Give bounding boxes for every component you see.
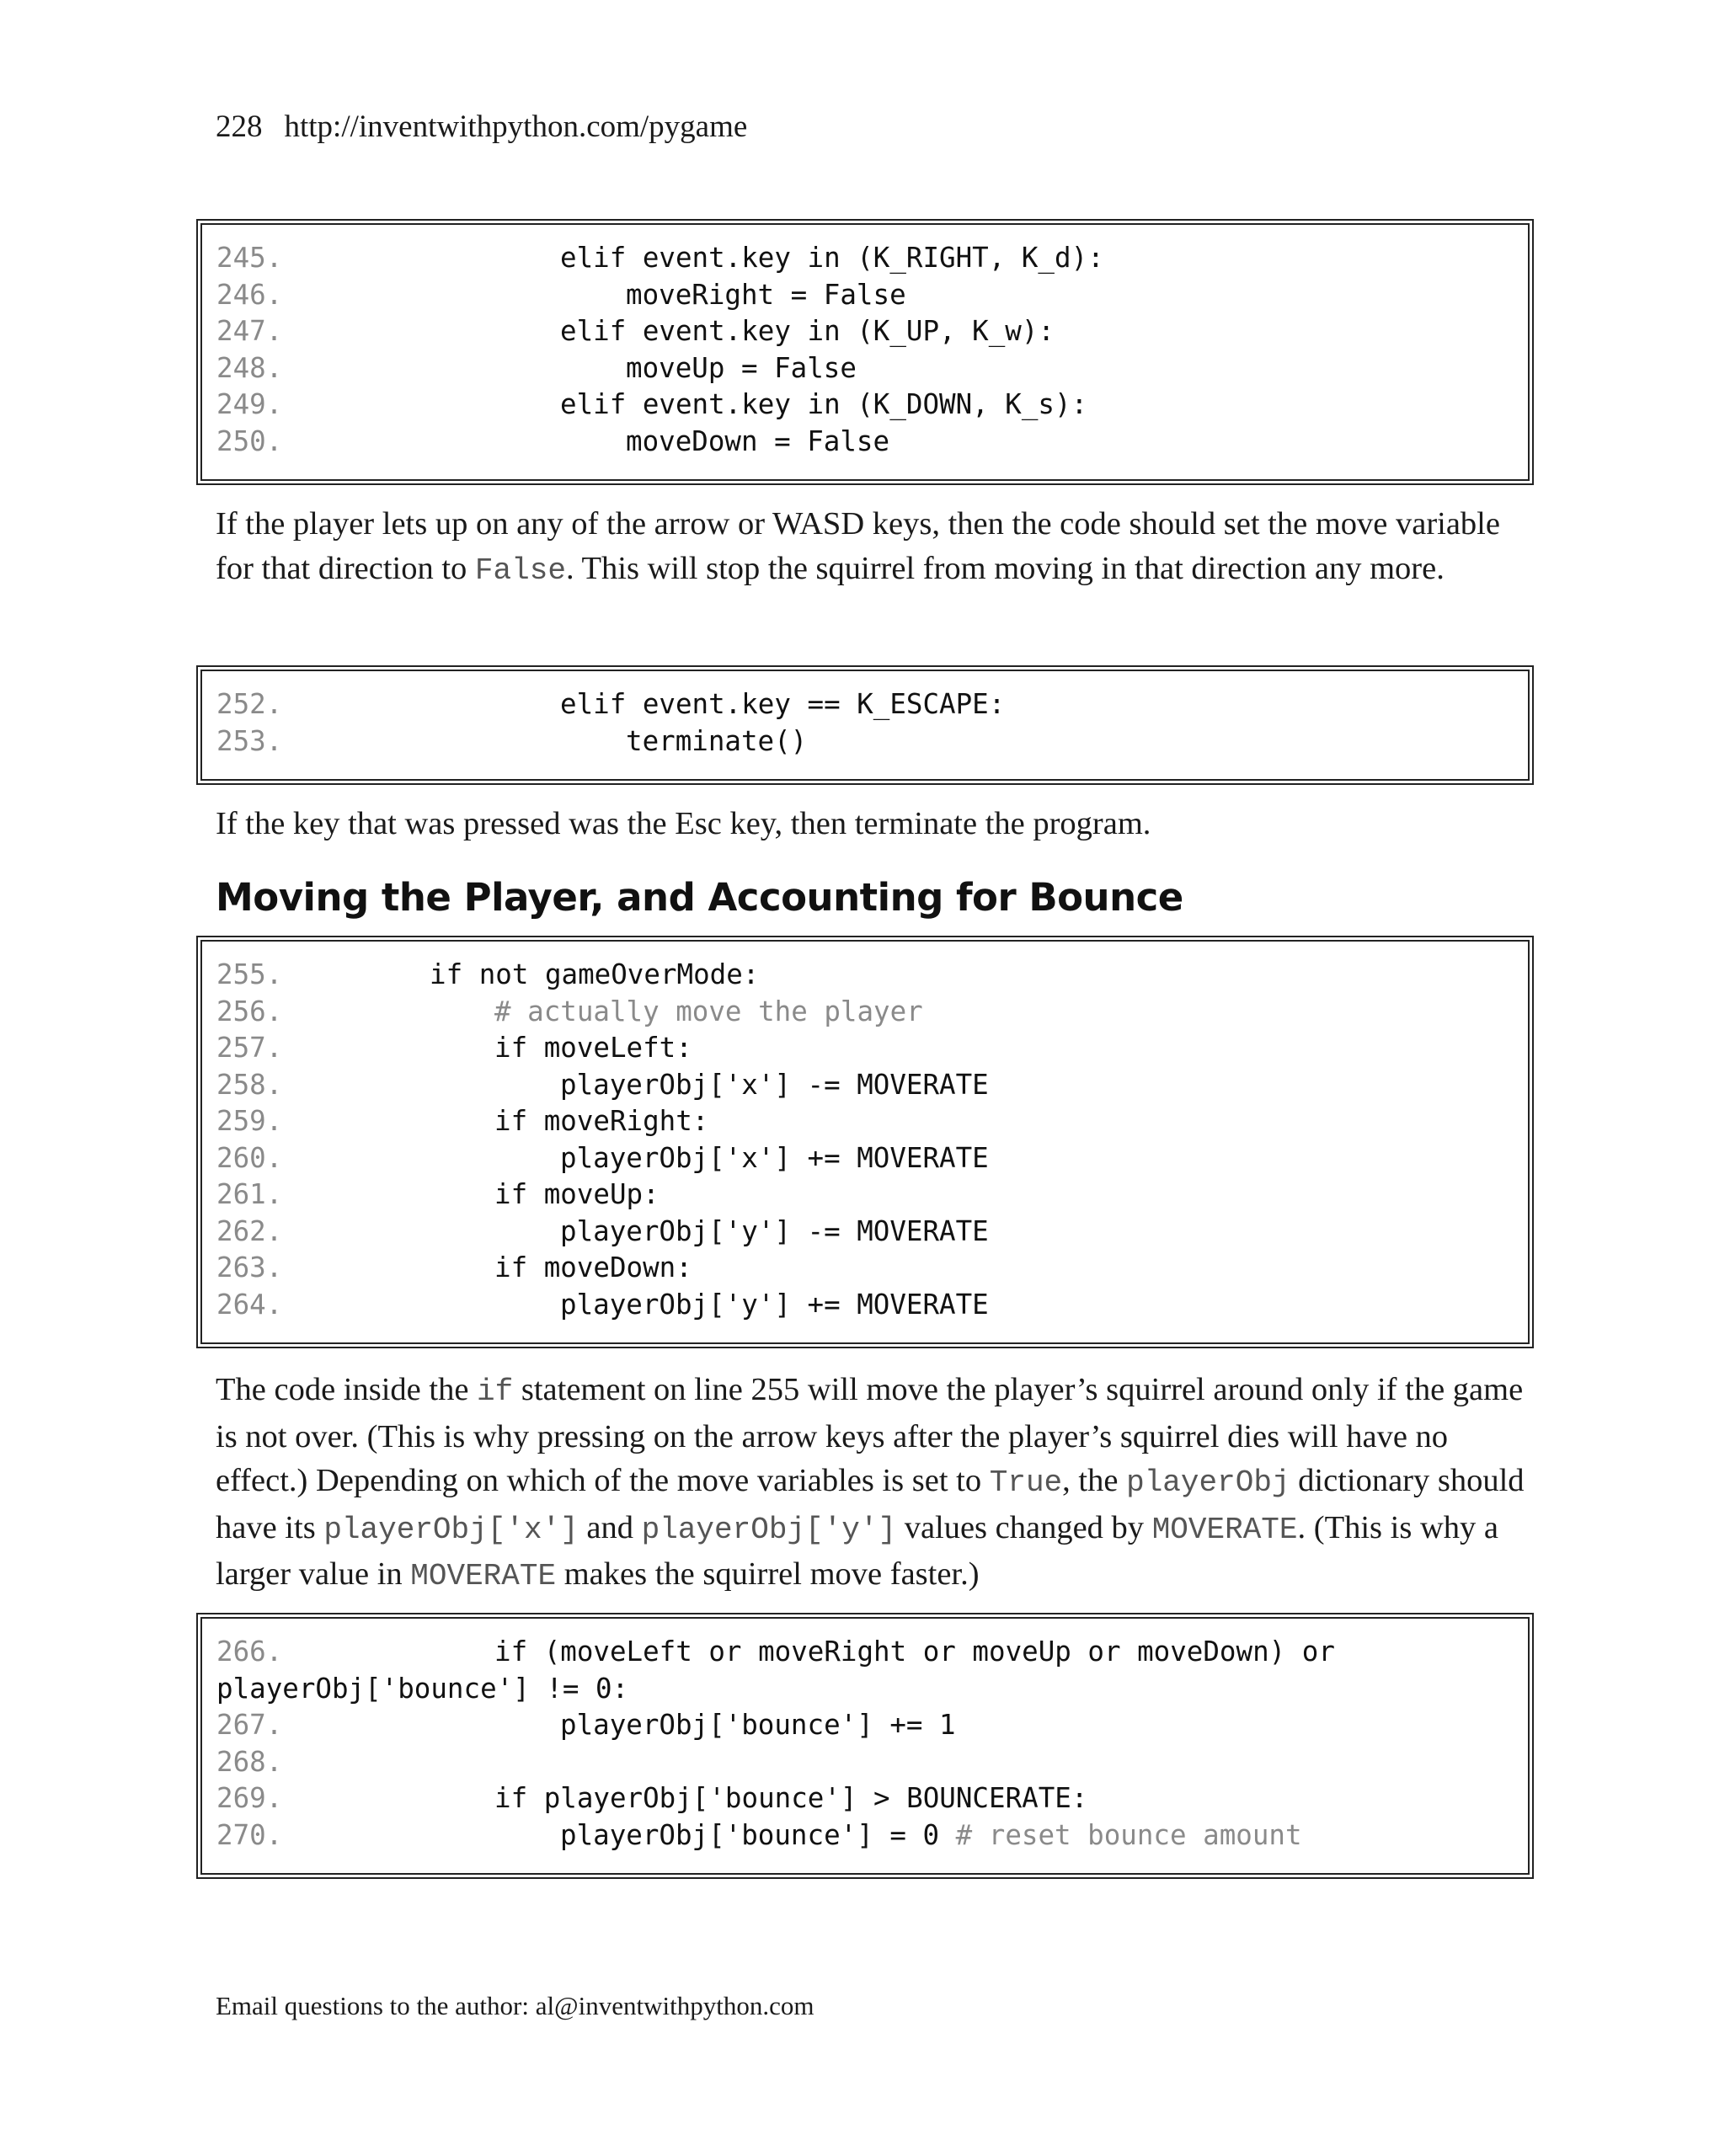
line-number: 255. <box>216 958 283 990</box>
code-text: playerObj['bounce'] = 0 <box>560 1818 940 1851</box>
code-comment: # reset bounce amount <box>955 1818 1302 1851</box>
paragraph-text: dictionary should have its <box>216 1463 1525 1545</box>
paragraph-text: statement on line 255 will move the player’s squirrel around only if the game is not over. (This is why pressing on the arrow keys after the player’s squirrel dies will have no effect.) Depending on which of the move variables is set to <box>216 1372 1524 1498</box>
code-text: moveDown = False <box>626 424 890 457</box>
section-title: Moving the Player, and Accounting for Bounce <box>216 875 1183 920</box>
code-text: moveUp = False <box>626 351 857 384</box>
header-url: http://inventwithpython.com/pygame <box>284 109 748 144</box>
inline-code: MOVERATE <box>1151 1512 1298 1547</box>
paragraph-text: The code inside the <box>216 1372 478 1407</box>
line-number: 263. <box>216 1251 283 1283</box>
code-text: if (moveLeft or moveRight or moveUp or moveDown) or <box>494 1636 1335 1668</box>
line-number: 270. <box>216 1818 283 1851</box>
code-text: elif event.key in (K_UP, K_w): <box>560 315 1055 347</box>
code-line <box>202 350 1528 387</box>
line-number: 250. <box>216 424 283 457</box>
code-line <box>202 313 1528 350</box>
line-number: 268. <box>216 1745 283 1778</box>
code-line <box>202 424 1528 461</box>
line-number: 246. <box>216 278 283 311</box>
code-line <box>202 957 1528 994</box>
code-wrap <box>560 1817 1302 1854</box>
code-text: playerObj['y'] += MOVERATE <box>560 1288 989 1321</box>
line-number: 247. <box>216 315 283 347</box>
code-line <box>202 723 1528 760</box>
inline-code: playerObj['x'] <box>323 1512 579 1547</box>
inline-code: True <box>989 1465 1063 1500</box>
inline-code: if <box>477 1374 514 1409</box>
line-number: 245. <box>216 242 283 274</box>
inline-code: False <box>474 552 566 588</box>
code-text: if moveUp: <box>494 1178 660 1210</box>
code-line <box>202 1287 1528 1324</box>
code-text: playerObj['y'] -= MOVERATE <box>560 1214 989 1247</box>
code-line <box>202 1030 1528 1067</box>
code-line <box>202 1707 1528 1744</box>
line-number: 259. <box>216 1105 283 1137</box>
code-text: playerObj['bounce'] != 0: <box>216 1672 629 1705</box>
code-block-3 <box>196 936 1534 1348</box>
code-line <box>202 1140 1528 1177</box>
code-line <box>202 277 1528 314</box>
inline-code: playerObj <box>1126 1465 1290 1500</box>
code-text: if moveLeft: <box>494 1032 692 1064</box>
paragraph-text: makes the squirrel move faster.) <box>556 1556 980 1592</box>
code-block-1 <box>196 219 1534 485</box>
code-text: moveRight = False <box>626 278 906 311</box>
code-line <box>202 994 1528 1031</box>
code-text: playerObj['bounce'] += 1 <box>560 1709 956 1741</box>
inline-code: playerObj['y'] <box>641 1512 897 1547</box>
code-line <box>202 686 1528 723</box>
paragraph-text: and <box>578 1509 642 1545</box>
line-number: 264. <box>216 1288 283 1321</box>
code-text: if not gameOverMode: <box>430 958 760 990</box>
code-text: elif event.key in (K_RIGHT, K_d): <box>560 242 1104 274</box>
line-number: 260. <box>216 1141 283 1174</box>
code-text: if moveDown: <box>494 1251 692 1283</box>
code-line <box>202 1744 1528 1781</box>
paragraph-2 <box>216 802 1538 846</box>
code-line <box>202 387 1528 424</box>
line-number: 269. <box>216 1782 283 1814</box>
line-number: 249. <box>216 388 283 420</box>
paragraph-text: values changed by <box>896 1509 1152 1545</box>
paragraph-text: , the <box>1062 1463 1127 1498</box>
paragraph-1 <box>216 502 1538 593</box>
code-line <box>202 1067 1528 1104</box>
line-number: 253. <box>216 724 283 757</box>
line-number: 262. <box>216 1214 283 1247</box>
line-number: 267. <box>216 1709 283 1741</box>
code-line <box>202 1250 1528 1287</box>
code-text: if moveRight: <box>494 1105 709 1137</box>
code-text: terminate() <box>626 724 808 757</box>
line-number: 256. <box>216 995 283 1027</box>
line-number: 266. <box>216 1636 283 1668</box>
code-line <box>202 1780 1528 1817</box>
line-number: 252. <box>216 688 283 720</box>
code-line <box>202 1177 1528 1214</box>
code-line <box>202 240 1528 277</box>
code-line <box>202 1817 1528 1854</box>
code-block-4 <box>196 1613 1534 1879</box>
inline-code: MOVERATE <box>410 1559 557 1593</box>
code-text: if playerObj['bounce'] > BOUNCERATE: <box>494 1782 1088 1814</box>
line-number: 261. <box>216 1178 283 1210</box>
code-text: elif event.key in (K_DOWN, K_s): <box>560 388 1088 420</box>
code-block-2 <box>196 665 1534 785</box>
code-line <box>202 1103 1528 1140</box>
page-footer: Email questions to the author: al@inventwithpython.com <box>216 1991 814 2020</box>
paragraph-text: . (This is why a larger value in <box>216 1509 1498 1592</box>
line-number: 248. <box>216 351 283 384</box>
code-line <box>202 1671 1528 1708</box>
paragraph-text: . This will stop the squirrel from moving in that direction any more. <box>565 550 1445 586</box>
paragraph-3 <box>216 1368 1538 1599</box>
code-comment: # actually move the player <box>494 995 923 1027</box>
page-number: 228 <box>216 109 263 144</box>
code-line <box>202 1634 1528 1671</box>
paragraph-text: If the key that was pressed was the Esc key, then terminate the program. <box>216 806 1151 841</box>
code-text: playerObj['x'] += MOVERATE <box>560 1141 989 1174</box>
code-text: playerObj['x'] -= MOVERATE <box>560 1068 989 1101</box>
code-text: elif event.key == K_ESCAPE: <box>560 688 1006 720</box>
line-number: 258. <box>216 1068 283 1101</box>
code-line <box>202 1214 1528 1251</box>
page-header <box>216 106 747 148</box>
paragraph-text: If the player lets up on any of the arrow or WASD keys, then the code should set the move variable for that direction to <box>216 506 1500 586</box>
line-number: 257. <box>216 1032 283 1064</box>
